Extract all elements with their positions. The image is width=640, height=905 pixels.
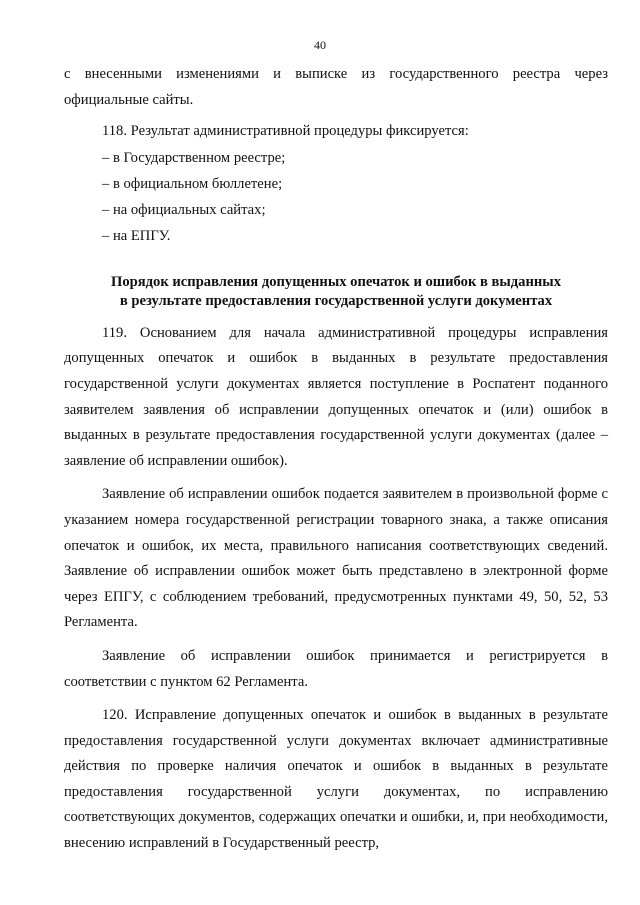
paragraph-118-lead: 118. Результат административной процедуры фиксируется: bbox=[102, 123, 469, 140]
paragraph-application-form: Заявление об исправлении ошибок подается заявителем в произвольной форме с указанием номера государственной регистрации товарного знака, а также описания опечаток и ошибок, их места, правильного написания соответствующих сведений. Заявление об исправлении ошибок может быть представлено в электронной форме через ЕПГУ, с соблюдением требований, предусмотренных пунктами 49, 50, 52, 53 Регламента. bbox=[64, 486, 608, 631]
list-item: – на ЕПГУ. bbox=[102, 227, 171, 244]
list-item: – в официальном бюллетене; bbox=[102, 175, 283, 192]
page-number: 40 bbox=[314, 38, 326, 52]
section-heading-line-2: в результате предоставления государственной услуги документах bbox=[119, 292, 553, 309]
document-body bbox=[64, 62, 608, 857]
paragraph-119: 119. Основанием для начала административной процедуры исправления допущенных опечаток и ошибок в выданных в результате предоставления государственной услуги документах является поступление в Роспатент поданного заявителем заявления об исправлении допущенных опечаток и (или) ошибок в выданных в результате предоставления государственной услуги документах (далее – заявление об исправлении ошибок). bbox=[64, 324, 608, 469]
paragraph-application-registration: Заявление об исправлении ошибок принимается и регистрируется в соответствии с пунктом 62 Регламента. bbox=[64, 647, 608, 690]
list-item: – в Государственном реестре; bbox=[102, 149, 286, 166]
intro-paragraph: с внесенными изменениями и выписке из государственного реестра через официальные сайты. bbox=[64, 66, 608, 108]
paragraph-120: 120. Исправление допущенных опечаток и ошибок в выданных в результате предоставления государственной услуги документах включает административные действия по проверке наличия опечаток и ошибок в выданных в результате предоставления государственной услуги документах, по исправлению соответствующих документов, содержащих опечатки и ошибки, и, при необходимости, внесению исправлений в Государственный реестр, bbox=[64, 707, 608, 852]
section-heading bbox=[64, 273, 608, 311]
section-heading-line-1: Порядок исправления допущенных опечаток и ошибок в выданных bbox=[111, 273, 561, 290]
list-item: – на официальных сайтах; bbox=[102, 201, 266, 218]
